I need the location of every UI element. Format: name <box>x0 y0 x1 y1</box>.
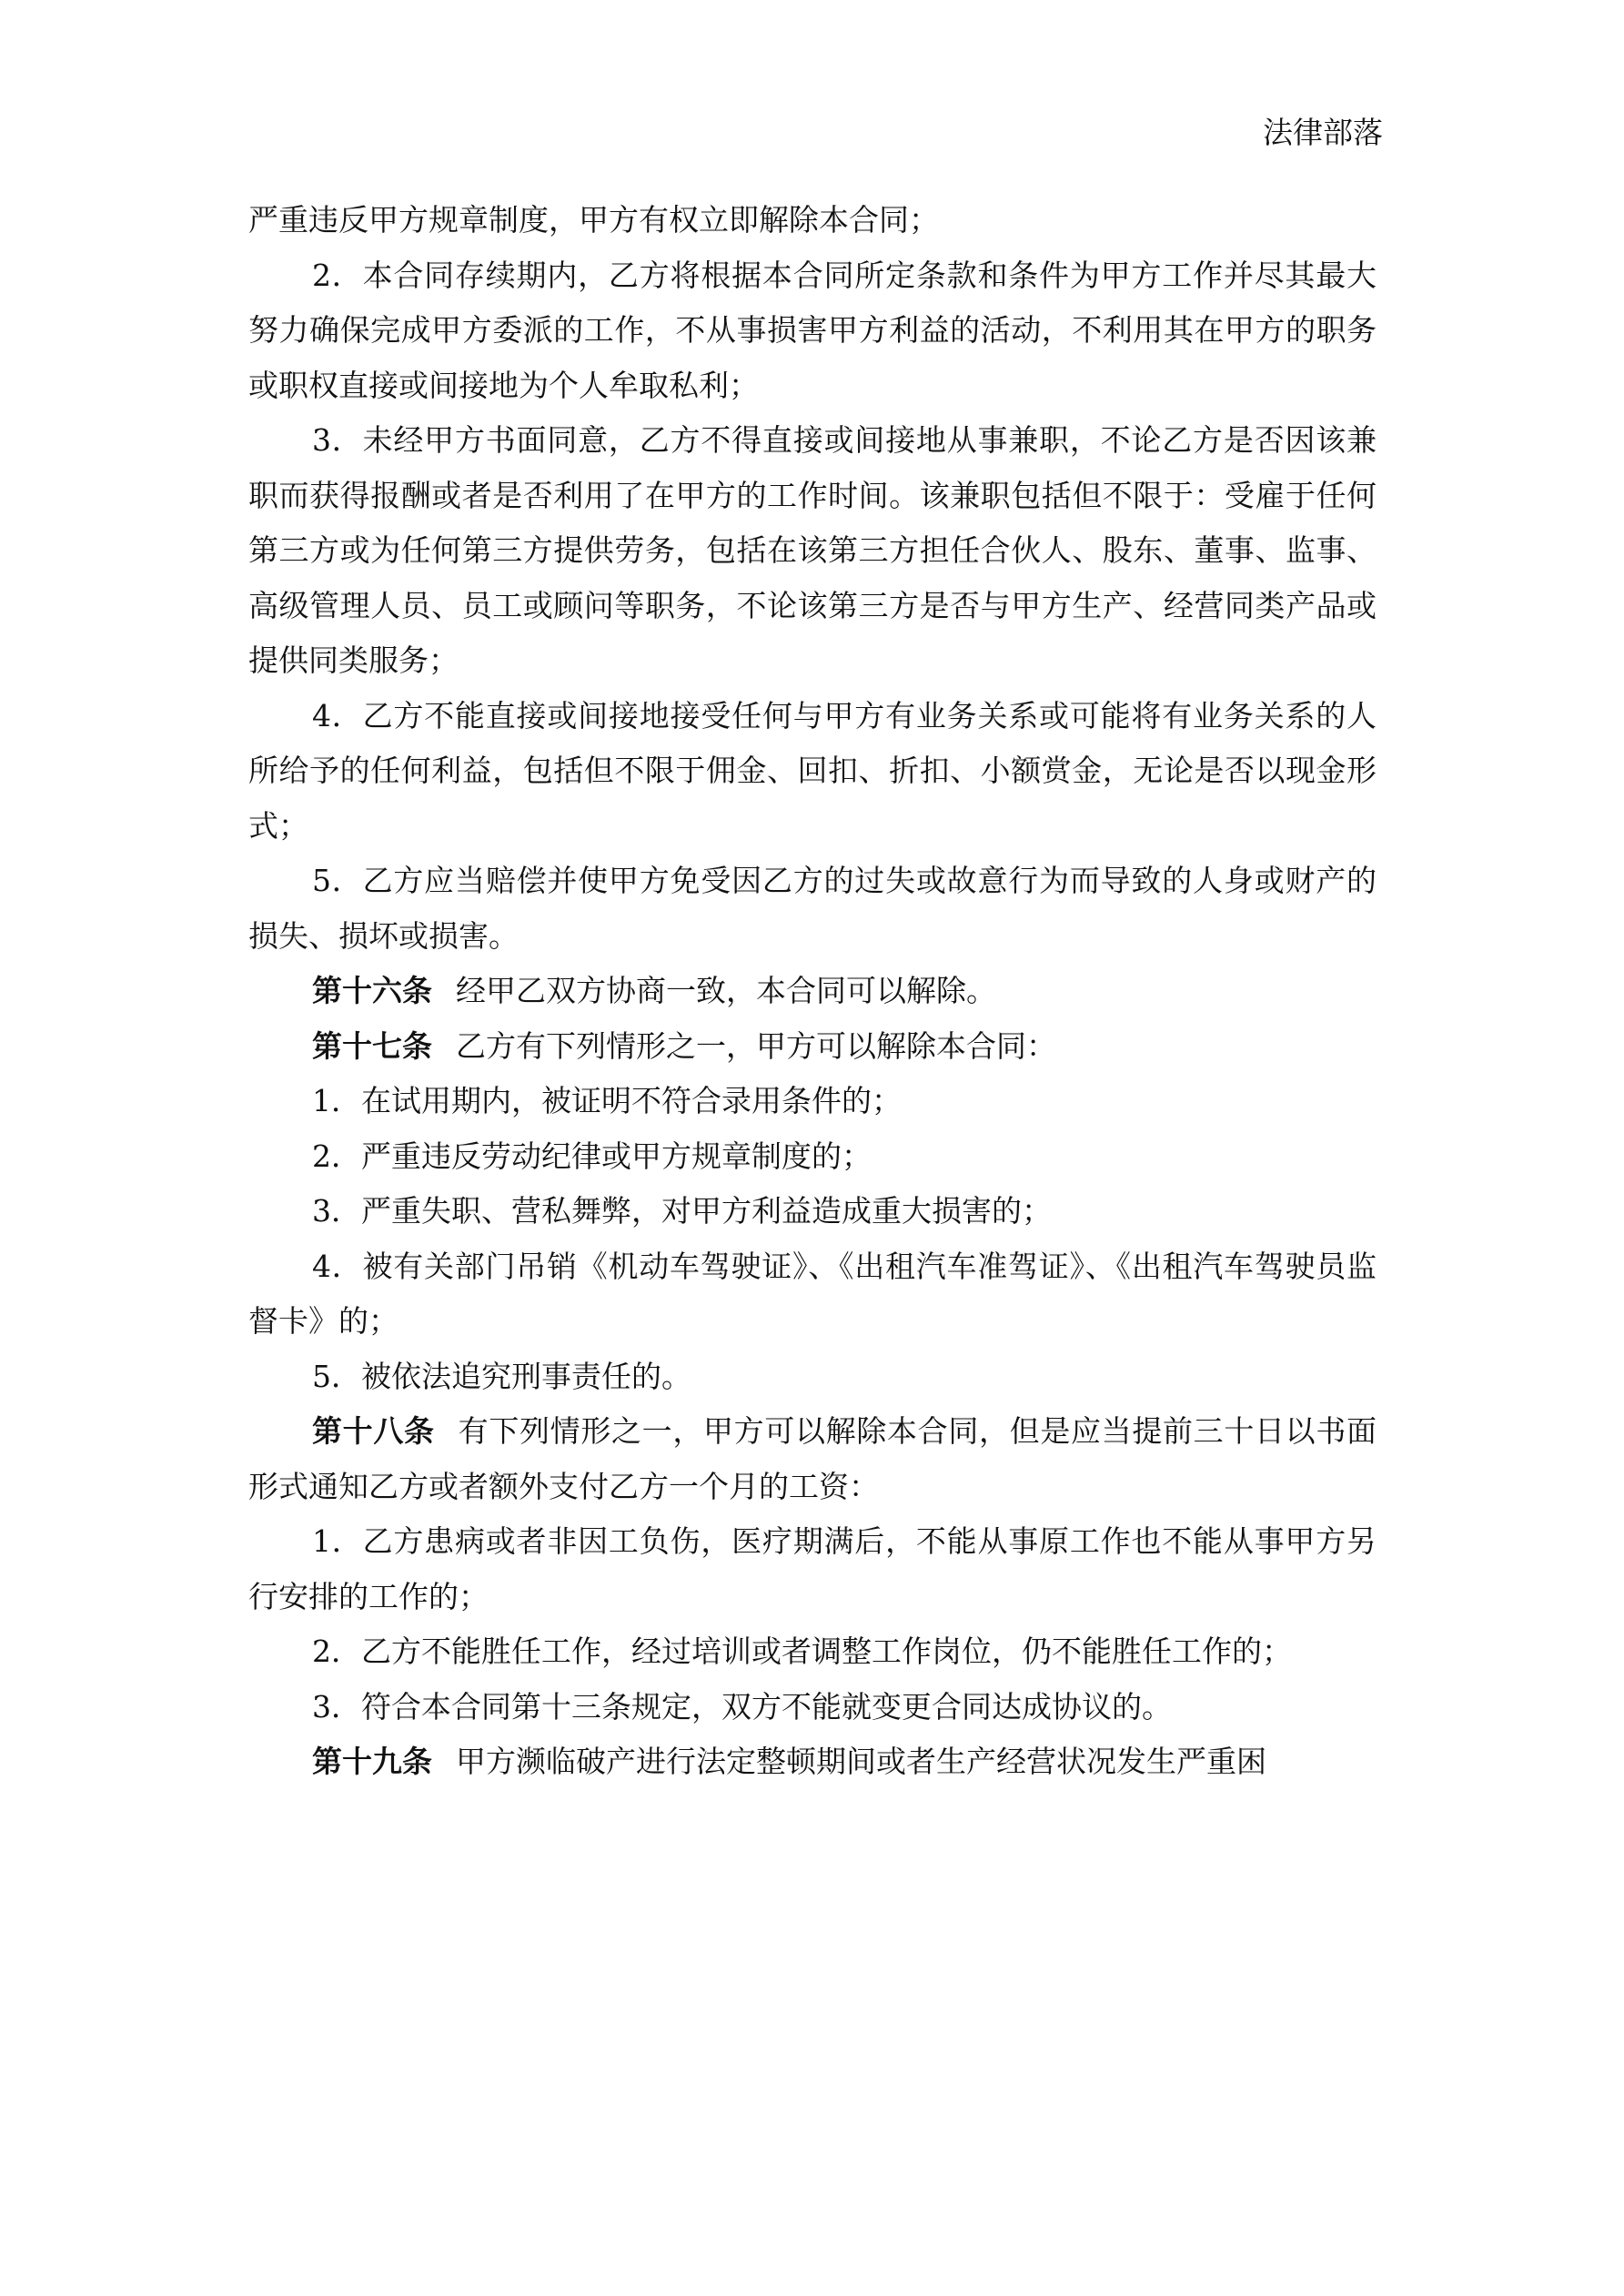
article-16 <box>248 964 1377 1019</box>
article-17-heading: 第十七条 <box>312 1027 432 1064</box>
clause-item-5: 5．乙方应当赔偿并使甲方免受因乙方的过失或故意行为而导致的人身或财产的损失、损坏或损害。 <box>248 863 1377 954</box>
article-18-item-1: 1．乙方患病或者非因工负伤，医疗期满后，不能从事原工作也不能从事甲方另行安排的工作的； <box>248 1523 1377 1614</box>
article-18-item-3: 3．符合本合同第十三条规定，双方不能就变更合同达成协议的。 <box>312 1688 1172 1725</box>
article-18-item-2: 2．乙方不能胜任工作，经过培训或者调整工作岗位，仍不能胜任工作的； <box>312 1633 1292 1669</box>
article-18 <box>248 1404 1377 1514</box>
article-19-heading: 第十九条 <box>312 1744 432 1779</box>
article-17 <box>248 1019 1377 1075</box>
article-16-text: 经甲乙双方协商一致，本合同可以解除。 <box>456 973 996 1008</box>
article-16-heading: 第十六条 <box>312 973 432 1008</box>
article-17-item-5: 5．被依法追究刑事责任的。 <box>312 1358 691 1394</box>
article-18-text: 有下列情形之一，甲方可以解除本合同，但是应当提前三十日以书面形式通知乙方或者额外支付乙方一个月的工资： <box>248 1413 1377 1504</box>
page-header: 法律部落 <box>1263 115 1383 150</box>
clause-item-3: 3．未经甲方书面同意，乙方不得直接或间接地从事兼职，不论乙方是否因该兼职而获得报酬或者是否利用了在甲方的工作时间。该兼职包括但不限于：受雇于任何第三方或为任何第三方提供劳务，包括在该第三方担任合伙人、股东、董事、监事、高级管理人员、员工或顾问等职务，不论该第三方是否与甲方生产、经营同类产品或提供同类服务； <box>248 422 1377 678</box>
article-19-text: 甲方濒临破产进行法定整顿期间或者生产经营状况发生严重困 <box>456 1744 1266 1779</box>
article-18-heading: 第十八条 <box>312 1413 435 1449</box>
clause-item-4: 4．乙方不能直接或间接地接受任何与甲方有业务关系或可能将有业务关系的人所给予的任何利益，包括但不限于佣金、回扣、折扣、小额赏金，无论是否以现金形式； <box>248 697 1377 844</box>
article-17-item-1: 1．在试用期内，被证明不符合录用条件的； <box>312 1083 902 1118</box>
paragraph-continued: 严重违反甲方规章制度，甲方有权立即解除本合同； <box>248 202 939 238</box>
article-17-item-2: 2．严重违反劳动纪律或甲方规章制度的； <box>312 1138 872 1174</box>
clause-item-2: 2．本合同存续期内，乙方将根据本合同所定条款和条件为甲方工作并尽其最大努力确保完成甲方委派的工作，不从事损害甲方利益的活动，不利用其在甲方的职务或职权直接或间接地为个人牟取私利； <box>248 257 1377 403</box>
article-17-item-4: 4．被有关部门吊销《机动车驾驶证》、《出租汽车准驾证》、《出租汽车驾驶员监督卡》的； <box>248 1248 1377 1339</box>
article-17-item-3: 3．严重失职、营私舞弊，对甲方利益造成重大损害的； <box>312 1193 1052 1229</box>
article-17-text: 乙方有下列情形之一，甲方可以解除本合同： <box>456 1027 1056 1064</box>
document-body <box>248 193 1377 1790</box>
article-19 <box>248 1735 1377 1790</box>
